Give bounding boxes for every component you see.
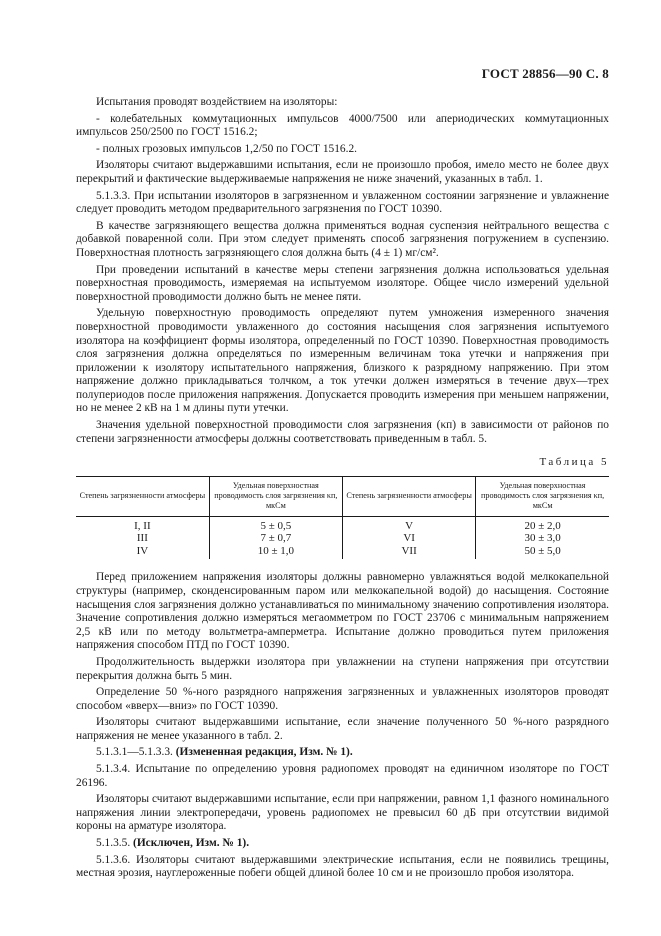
table-header-row xyxy=(76,476,609,516)
table-cell: IV xyxy=(136,544,149,557)
table-cell: 7 ± 0,7 xyxy=(209,532,342,545)
table-cell: 5 ± 0,5 xyxy=(209,516,342,532)
table-row xyxy=(76,516,609,532)
header-cell: Удельная поверхностная проводимость слоя загрязнения κп, мкСм xyxy=(209,476,342,516)
clause-5-1-3-4: 5.1.3.4. Испытание по определению уровня радиопомех проводят на единичном изоляторе по ГОСТ 26196. xyxy=(76,763,609,789)
paragraph: Изоляторы считают выдержавшими испытание, если при напряжении, равном 1,1 фазного номинального напряжения линии электропередачи, уровень радиопомех не превысил 60 дБ при отсутствии видимой короны на арматуре изолятора. xyxy=(76,793,609,833)
list-item: - полных грозовых импульсов 1,2/50 по ГОСТ 1516.2. xyxy=(96,142,357,155)
header-cell: Удельная поверхностная проводимость слоя загрязнения κп, мкСм xyxy=(476,476,609,516)
header-cell: Степень загрязненности атмосферы xyxy=(76,476,209,516)
header-cell: Степень загрязненности атмосферы xyxy=(343,476,476,516)
amendment-text: (Исключен, Изм. № 1). xyxy=(133,837,250,850)
table-row xyxy=(76,532,609,545)
paragraph: Изоляторы считают выдержавшими испытания, если не произошло пробоя, имело место не более двух перекрытий и фактические выдерживаемые напряжения не ниже значений, указанных в табл. 1. xyxy=(76,159,609,185)
amendment-note xyxy=(76,746,609,760)
table-cell: III xyxy=(136,532,148,545)
table-5 xyxy=(76,476,609,560)
amendment-note xyxy=(76,837,609,851)
table-cell: V xyxy=(343,516,476,532)
table-cell: I, II xyxy=(134,519,151,532)
table-cell: 30 ± 3,0 xyxy=(476,532,609,545)
clause-5-1-3-6: 5.1.3.6. Изоляторы считают выдержавшими электрические испытания, если не появились трещины, местная эрозия, науглероженные побеги общей длиной более 10 см и не произошло пробоя изолятора. xyxy=(76,853,609,880)
paragraph: Значения удельной поверхностной проводимости слоя загрязнения (κп) в зависимости от районов по степени загрязненности атмосферы должны соответствовать приведенным в табл. 5. xyxy=(76,419,609,445)
clause-number: 5.1.3.5. xyxy=(96,837,131,850)
paragraph: Удельную поверхностную проводимость определяют путем умножения измеренного значения поверхностной проводимости увлаженного до состояния насыщения слоя загрязнения испытуемого изолятора на коэффициент формы изолятора, определенный по ГОСТ 10390. Поверхностная проводимость слоя загрязнения должна определяться по измеренным величинам тока утечки и напряжения при приложении к изолятору испытательного напряжения, близкого к разрядному напряжению. При этом напряжение должно прикладываться толчком, а ток утечки должен измеряться в течение двух—трех полупериодов после приложения напряжения. Допускается проводить измерения при меньшем напряжении, но не менее 2 кВ на 1 м длины пути утечки. xyxy=(76,307,609,415)
table-row xyxy=(76,545,609,560)
paragraph: Определение 50 %-ного разрядного напряжения загрязненных и увлажненных изоляторов проводят способом «вверх—вниз» по ГОСТ 10390. xyxy=(76,686,609,712)
amendment-text: (Измененная редакция, Изм. № 1). xyxy=(175,746,353,759)
list-item: - колебательных коммутационных импульсов 4000/7500 или апериодических коммутационных импульсов 250/2500 по ГОСТ 1516.2; xyxy=(76,112,609,139)
table-cell: 50 ± 5,0 xyxy=(476,545,609,560)
paragraph: Изоляторы считают выдержавшими испытание, если значение полученного 50 %-ного разрядного напряжения не менее указанного в табл. 2. xyxy=(76,716,609,742)
paragraph: В качестве загрязняющего вещества должна применяться водная суспензия нейтрального вещества с добавкой поваренной соли. При этом следует применять способ загрязнения погружением в суспензию. Поверхностная плотность загрязняющего слоя должна быть (4 ± 1) мг/см². xyxy=(76,219,609,259)
table-cell: 10 ± 1,0 xyxy=(209,545,342,560)
clause-5-1-3-3: 5.1.3.3. При испытании изоляторов в загрязненном и увлаженном состоянии загрязнение и увлажнение следует проводить методом предварительного загрязнения по ГОСТ 10390. xyxy=(76,189,609,216)
document-body xyxy=(76,96,609,884)
paragraph: Испытания проводят воздействием на изоляторы: xyxy=(96,96,338,108)
paragraph: При проведении испытаний в качестве меры степени загрязнения должна использоваться удельная поверхностная проводимость, измеряемая на испытуемом изоляторе. Общее число измерений удельной поверхностной проводимости должно быть не менее пяти. xyxy=(76,263,609,303)
page-header: ГОСТ 28856—90 С. 8 xyxy=(481,66,609,81)
clause-number: 5.1.3.1—5.1.3.3. xyxy=(96,746,173,759)
paragraph: Перед приложением напряжения изоляторы должны равномерно увлажняться водой мелкокапельной структуры (например, сконденсированным паром или мелкокапельной водой) до насыщения. Состояние насыщения слоя загрязнения должно устанавливаться по минимальному значению сопротивления изолятора. Значение сопротивления должно измеряться мегаомметром по ГОСТ 23706 с минимальным напряжением 2,5 кВ или по методу вольтметра-амперметра. Испытание должно проводиться путем приложения напряжения способом ПТД по ГОСТ 10390. xyxy=(76,571,609,652)
table-cell: VII xyxy=(343,545,476,560)
table-cell: 20 ± 2,0 xyxy=(476,516,609,532)
table-cell: VI xyxy=(343,532,476,545)
paragraph: Продолжительность выдержки изолятора при увлажнении на ступени напряжения при отсутствии перекрытия должна быть 5 мин. xyxy=(76,655,609,682)
table-caption: Таблица 5 xyxy=(539,456,609,469)
